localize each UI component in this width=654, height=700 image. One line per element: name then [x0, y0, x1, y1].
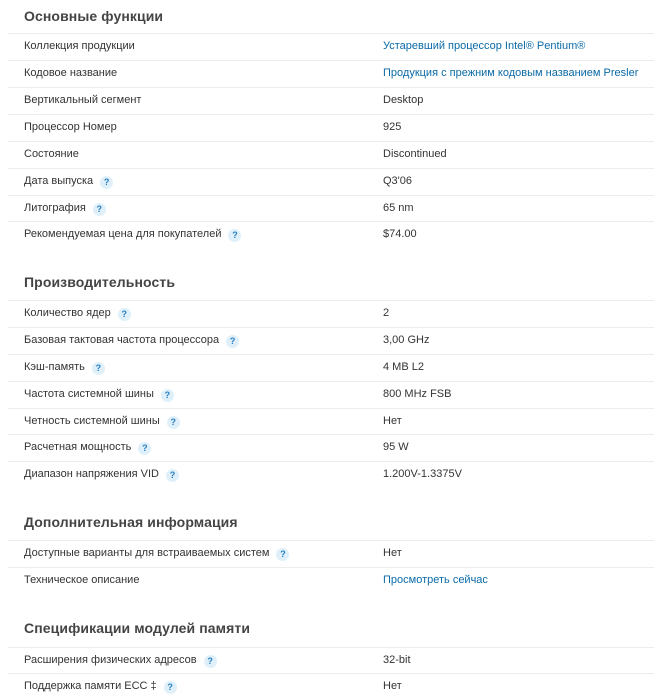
spec-label-text: Рекомендуемая цена для покупателей [24, 228, 222, 240]
spec-value: 95 W [383, 441, 409, 453]
section-title-essentials: Основные функции [24, 8, 164, 24]
spec-label-text: Количество ядер [24, 307, 111, 319]
spec-value: Desktop [383, 94, 424, 106]
spec-label: Вертикальный сегмент [24, 94, 142, 106]
spec-label [24, 202, 106, 216]
section-title-additional-info: Дополнительная информация [24, 514, 238, 530]
spec-value: Discontinued [383, 148, 447, 160]
spec-row [8, 114, 654, 141]
spec-label [24, 175, 113, 189]
spec-label [24, 415, 180, 429]
spec-label-text: Кэш-память [24, 361, 85, 373]
help-icon[interactable]: ? [204, 655, 217, 668]
help-icon[interactable]: ? [166, 469, 179, 482]
spec-value-link[interactable]: Продукция с прежним кодовым названием Presler [383, 67, 639, 79]
spec-value: 2 [383, 307, 390, 319]
spec-row [8, 221, 654, 248]
spec-row [8, 434, 654, 461]
spec-label [24, 468, 179, 482]
help-icon[interactable]: ? [226, 335, 239, 348]
spec-label-text: Поддержка памяти ECC ‡ [24, 680, 157, 692]
spec-value: 4 MB L2 [383, 361, 424, 373]
spec-value: Нет [383, 680, 402, 692]
help-icon[interactable]: ? [118, 308, 131, 321]
spec-row [8, 60, 654, 87]
spec-label [24, 680, 177, 694]
spec-label-text: Дата выпуска [24, 175, 94, 187]
spec-value: Нет [383, 415, 402, 427]
spec-row [8, 647, 654, 674]
help-icon[interactable]: ? [164, 681, 177, 694]
spec-label: Техническое описание [24, 574, 140, 586]
help-icon[interactable]: ? [100, 176, 113, 189]
help-icon[interactable]: ? [138, 442, 151, 455]
spec-label [24, 654, 217, 668]
spec-label-text: Диапазон напряжения VID [24, 468, 159, 480]
spec-value-link[interactable]: Устаревший процессор Intel® Pentium® [383, 40, 586, 52]
spec-label-text: Литография [24, 202, 86, 214]
spec-label-text: Расширения физических адресов [24, 654, 197, 666]
help-icon[interactable]: ? [276, 548, 289, 561]
spec-row [8, 673, 654, 700]
help-icon[interactable]: ? [228, 229, 241, 242]
spec-row [8, 300, 654, 327]
spec-row [8, 168, 654, 195]
spec-label-text: Расчетная мощность [24, 441, 132, 453]
spec-row [8, 540, 654, 567]
spec-label-text: Базовая тактовая частота процессора [24, 334, 220, 346]
section-title-performance: Производительность [24, 274, 176, 290]
datasheet-link[interactable]: Просмотреть сейчас [383, 574, 488, 586]
spec-label: Состояние [24, 148, 79, 160]
spec-value: 32-bit [383, 654, 411, 666]
spec-row [8, 567, 654, 594]
spec-row [8, 33, 654, 60]
spec-value: 3,00 GHz [383, 334, 430, 346]
spec-label [24, 228, 241, 242]
spec-row [8, 141, 654, 168]
spec-label: Процессор Номер [24, 121, 117, 133]
spec-label-text: Четность системной шины [24, 415, 160, 427]
help-icon[interactable]: ? [167, 416, 180, 429]
help-icon[interactable]: ? [161, 389, 174, 402]
spec-label: Кодовое название [24, 67, 118, 79]
spec-label [24, 388, 174, 402]
spec-label: Коллекция продукции [24, 40, 135, 52]
help-icon[interactable]: ? [93, 203, 106, 216]
spec-row [8, 408, 654, 435]
spec-label [24, 547, 289, 561]
spec-row [8, 195, 654, 222]
help-icon[interactable]: ? [92, 362, 105, 375]
spec-value: Нет [383, 547, 402, 559]
spec-value: Q3'06 [383, 175, 413, 187]
spec-value: 925 [383, 121, 402, 133]
spec-label [24, 441, 151, 455]
spec-row [8, 461, 654, 488]
section-title-memory-specs: Спецификации модулей памяти [24, 620, 251, 636]
spec-value: 1.200V-1.3375V [383, 468, 462, 480]
spec-label [24, 307, 131, 321]
spec-value: $74.00 [383, 228, 417, 240]
spec-row [8, 381, 654, 408]
spec-row [8, 327, 654, 354]
spec-label-text: Доступные варианты для встраиваемых систем [24, 547, 270, 559]
spec-row [8, 354, 654, 381]
spec-value: 800 MHz FSB [383, 388, 452, 400]
spec-row [8, 87, 654, 114]
spec-label [24, 361, 105, 375]
spec-label-text: Частота системной шины [24, 388, 154, 400]
spec-label [24, 334, 239, 348]
spec-value: 65 nm [383, 202, 414, 214]
